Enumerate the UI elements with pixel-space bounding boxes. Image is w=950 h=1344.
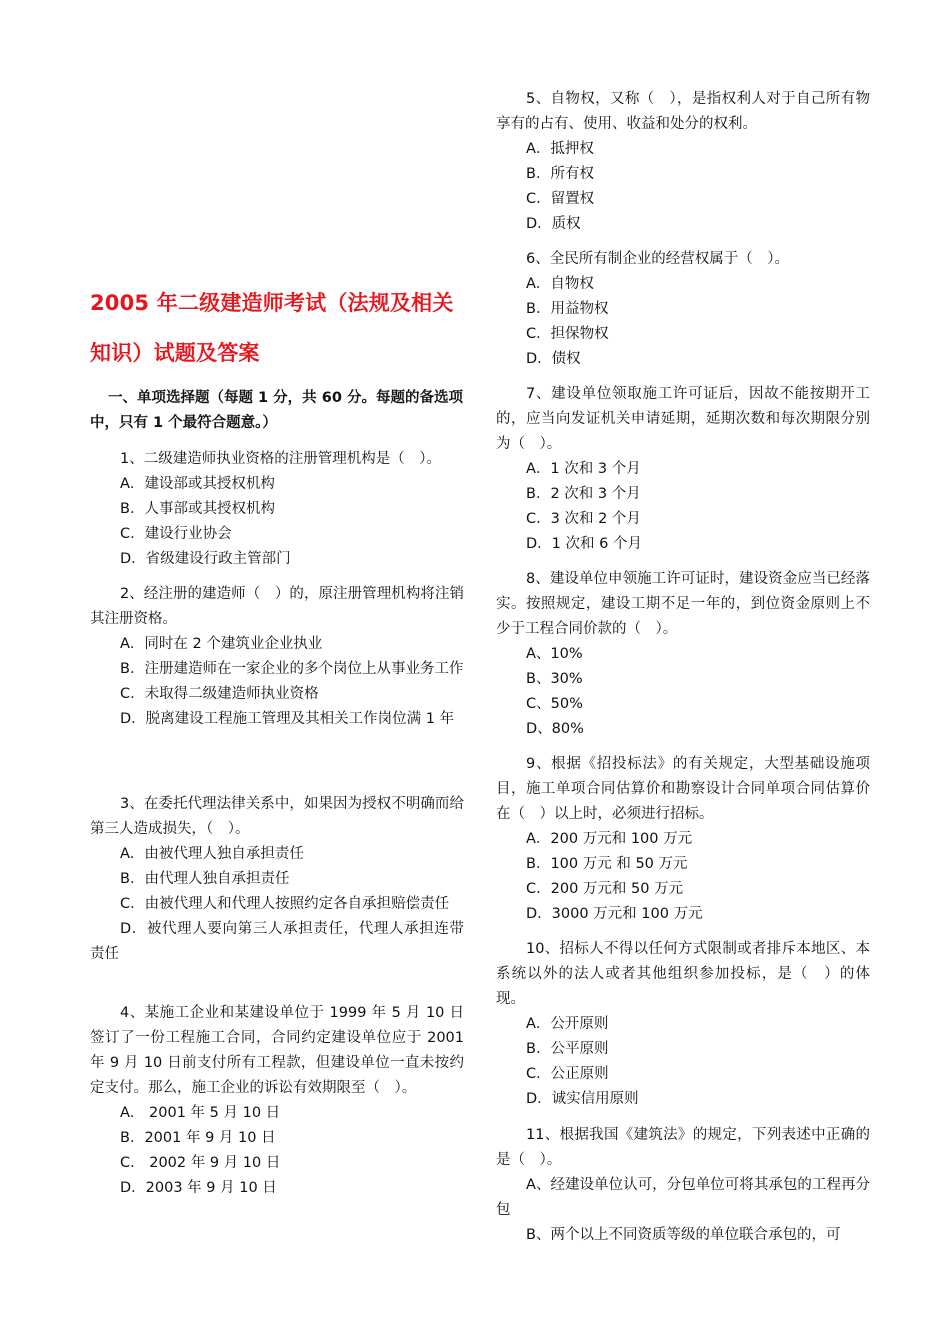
option-c: C．200 万元和 50 万元 <box>526 881 684 897</box>
question-2 <box>90 582 464 732</box>
question-stem: 6、全民所有制企业的经营权属于（ ）。 <box>526 251 789 267</box>
option-a: A．自物权 <box>526 276 594 292</box>
option-b: B．2001 年 9 月 10 日 <box>120 1130 276 1146</box>
option-b: B．人事部或其授权机构 <box>120 501 275 517</box>
option-c: C．3 次和 2 个月 <box>526 511 641 527</box>
question-stem: 4、某施工企业和某建设单位于 1999 年 5 月 10 日签订了一份工程施工合同，合同约定建设单位应于 2001 年 9 月 10 日前支付所有工程款，但建设单位一直未按约定支付。那么，施工企业的诉讼有效期限至（ ）。 <box>90 1005 464 1096</box>
option-d: D．省级建设行政主管部门 <box>120 551 291 567</box>
question-stem: 1、二级建造师执业资格的注册管理机构是（ ）。 <box>120 451 441 467</box>
option-a: A、10% <box>526 646 583 662</box>
option-d: D．脱离建设工程施工管理及其相关工作岗位满 1 年 <box>120 711 455 727</box>
option-c: C．公正原则 <box>526 1066 609 1082</box>
option-a: A．200 万元和 100 万元 <box>526 831 693 847</box>
option-a: A．抵押权 <box>526 141 594 157</box>
option-c: C、50% <box>526 696 583 712</box>
option-b: B．由代理人独自承担责任 <box>120 871 290 887</box>
question-11 <box>496 1123 870 1248</box>
option-a: A．由被代理人独自承担责任 <box>120 846 304 862</box>
question-stem: 3、在委托代理法律关系中，如果因为授权不明确而给第三人造成损失，（ ）。 <box>90 796 464 837</box>
question-stem: 11、根据我国《建筑法》的规定，下列表述中正确的是（ ）。 <box>496 1127 870 1168</box>
option-b: B．所有权 <box>526 166 594 182</box>
option-b: B．公平原则 <box>526 1041 609 1057</box>
option-c: C． 2002 年 9 月 10 日 <box>120 1155 281 1171</box>
option-d: D．1 次和 6 个月 <box>526 536 642 552</box>
option-a: A．同时在 2 个建筑业企业执业 <box>120 636 323 652</box>
option-b: B．2 次和 3 个月 <box>526 486 641 502</box>
question-8 <box>496 567 870 742</box>
question-stem: 8、建设单位申领施工许可证时，建设资金应当已经落实。按照规定，建设工期不足一年的，到位资金原则上不少于工程合同价款的（ ）。 <box>496 571 870 637</box>
question-10 <box>496 937 870 1112</box>
option-a: A、经建设单位认可，分包单位可将其承包的工程再分包 <box>496 1177 870 1218</box>
question-stem: 5、自物权，又称（ ），是指权利人对于自己所有物享有的占有、使用、收益和处分的权利。 <box>496 91 870 132</box>
option-d: D．3000 万元和 100 万元 <box>526 906 703 922</box>
question-1 <box>90 447 464 572</box>
option-d: D．债权 <box>526 351 581 367</box>
option-b: B．注册建造师在一家企业的多个岗位上从事业务工作 <box>120 661 464 677</box>
option-d: D．诚实信用原则 <box>526 1091 639 1107</box>
option-b: B．100 万元 和 50 万元 <box>526 856 688 872</box>
option-c: C．留置权 <box>526 191 595 207</box>
question-stem: 7、建设单位领取施工许可证后，因故不能按期开工的，应当向发证机关申请延期，延期次数和每次期限分别为（ ）。 <box>496 386 870 452</box>
option-b: B．用益物权 <box>526 301 609 317</box>
section-heading: 一、单项选择题（每题 1 分，共 60 分。每题的备选项中，只有 1 个最符合题意。） <box>90 390 463 431</box>
option-c: C．建设行业协会 <box>120 526 232 542</box>
question-stem: 10、招标人不得以任何方式限制或者排斥本地区、本系统以外的法人或者其他组织参加投标，是（ ）的体现。 <box>496 941 870 1007</box>
question-7 <box>496 382 870 557</box>
option-a: A．建设部或其授权机构 <box>120 476 275 492</box>
option-a: A． 2001 年 5 月 10 日 <box>120 1105 281 1121</box>
question-6 <box>496 247 870 372</box>
option-d: D．质权 <box>526 216 581 232</box>
option-c: C．由被代理人和代理人按照约定各自承担赔偿责任 <box>120 896 450 912</box>
option-b: B、两个以上不同资质等级的单位联合承包的，可 <box>526 1227 841 1243</box>
option-d: D．2003 年 9 月 10 日 <box>120 1180 277 1196</box>
option-a: A．1 次和 3 个月 <box>526 461 641 477</box>
page-title: 2005 年二级建造师考试（法规及相关知识）试题及答案 <box>90 291 454 365</box>
question-5 <box>496 87 870 237</box>
option-d: D．被代理人要向第三人承担责任，代理人承担连带责任 <box>90 921 464 962</box>
option-c: C．担保物权 <box>526 326 609 342</box>
question-stem: 9、根据《招投标法》的有关规定，大型基础设施项目，施工单项合同估算价和勘察设计合同单项合同估算价在（ ）以上时，必须进行招标。 <box>496 756 870 822</box>
option-b: B、30% <box>526 671 583 687</box>
question-9 <box>496 752 870 927</box>
question-3 <box>90 792 464 967</box>
question-4 <box>90 1001 464 1201</box>
option-c: C．未取得二级建造师执业资格 <box>120 686 319 702</box>
question-stem: 2、经注册的建造师（ ）的，原注册管理机构将注销其注册资格。 <box>90 586 464 627</box>
option-d: D、80% <box>526 721 584 737</box>
option-a: A．公开原则 <box>526 1016 609 1032</box>
